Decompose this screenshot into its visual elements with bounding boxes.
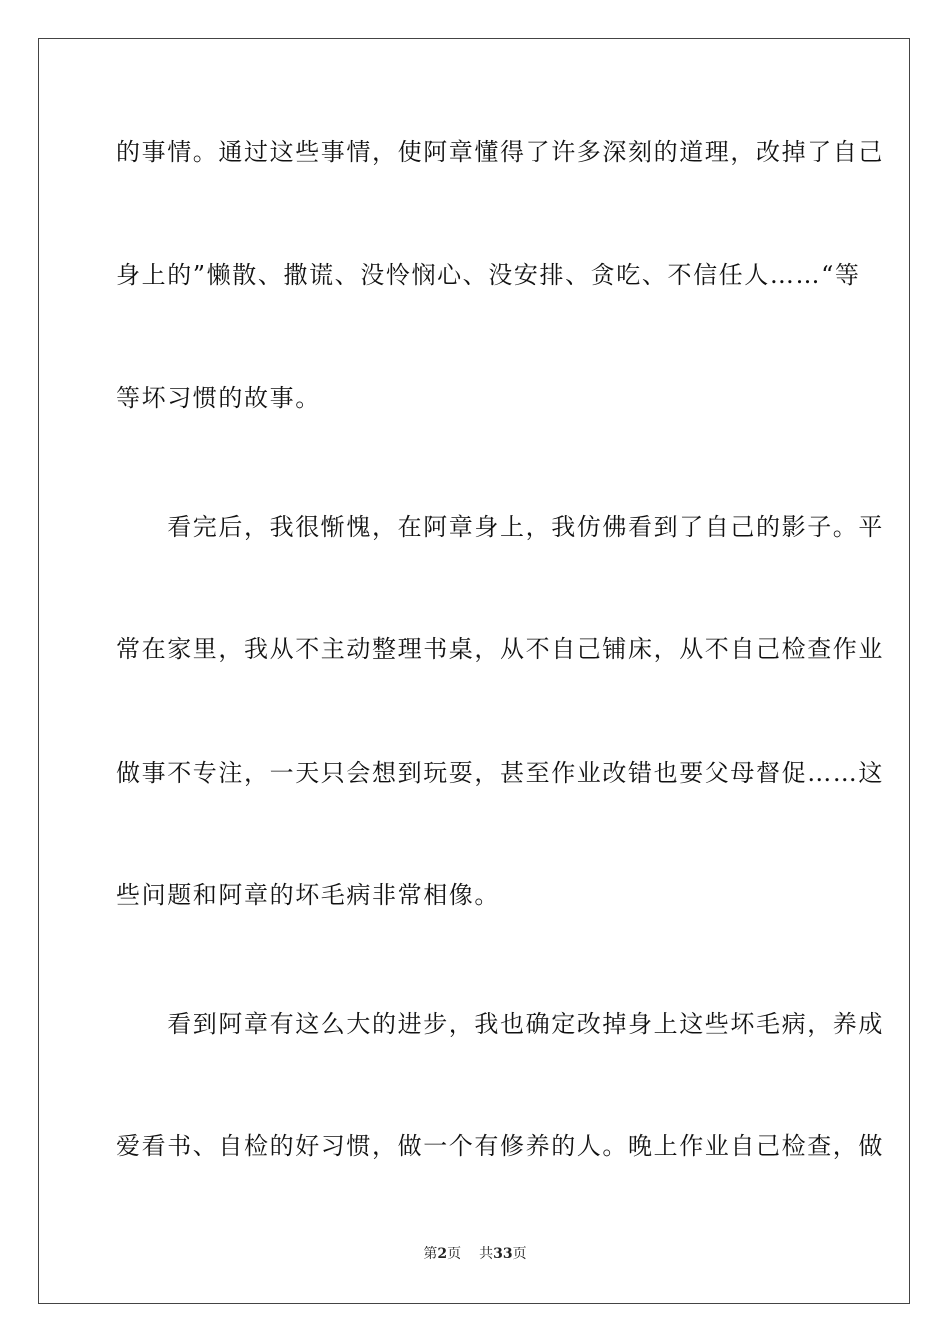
text-line-1: 的事情。通过这些事情，使阿章懂得了许多深刻的道理，改掉了自己 [116,138,884,166]
footer-page-suffix: 页 [447,1246,462,1262]
footer-page-number: 2 [437,1246,448,1262]
footer-total-prefix: 共 [479,1246,494,1262]
page-border [38,38,910,1304]
footer-page-prefix: 第 [423,1246,438,1262]
text-line-6: 做事不专注，一天只会想到玩耍，甚至作业改错也要父母督促……这 [116,759,884,787]
page-footer [0,1244,950,1264]
footer-total-pages: 33 [493,1246,513,1262]
text-line-7: 些问题和阿章的坏毛病非常相像。 [116,881,500,909]
text-line-3: 等坏习惯的故事。 [116,384,321,412]
text-line-4: 看完后，我很惭愧，在阿章身上，我仿佛看到了自己的影子。平 [116,513,884,541]
footer-total-suffix: 页 [512,1246,527,1262]
text-line-5: 常在家里，我从不主动整理书桌，从不自己铺床，从不自己检查作业 [116,635,884,663]
text-line-2: 身上的”懒散、撒谎、没怜悯心、没安排、贪吃、不信任人……“等 [116,261,861,289]
text-line-9: 爱看书、自检的好习惯，做一个有修养的人。晚上作业自己检查，做 [116,1132,884,1160]
text-line-8: 看到阿章有这么大的进步，我也确定改掉身上这些坏毛病，养成 [116,1010,884,1038]
